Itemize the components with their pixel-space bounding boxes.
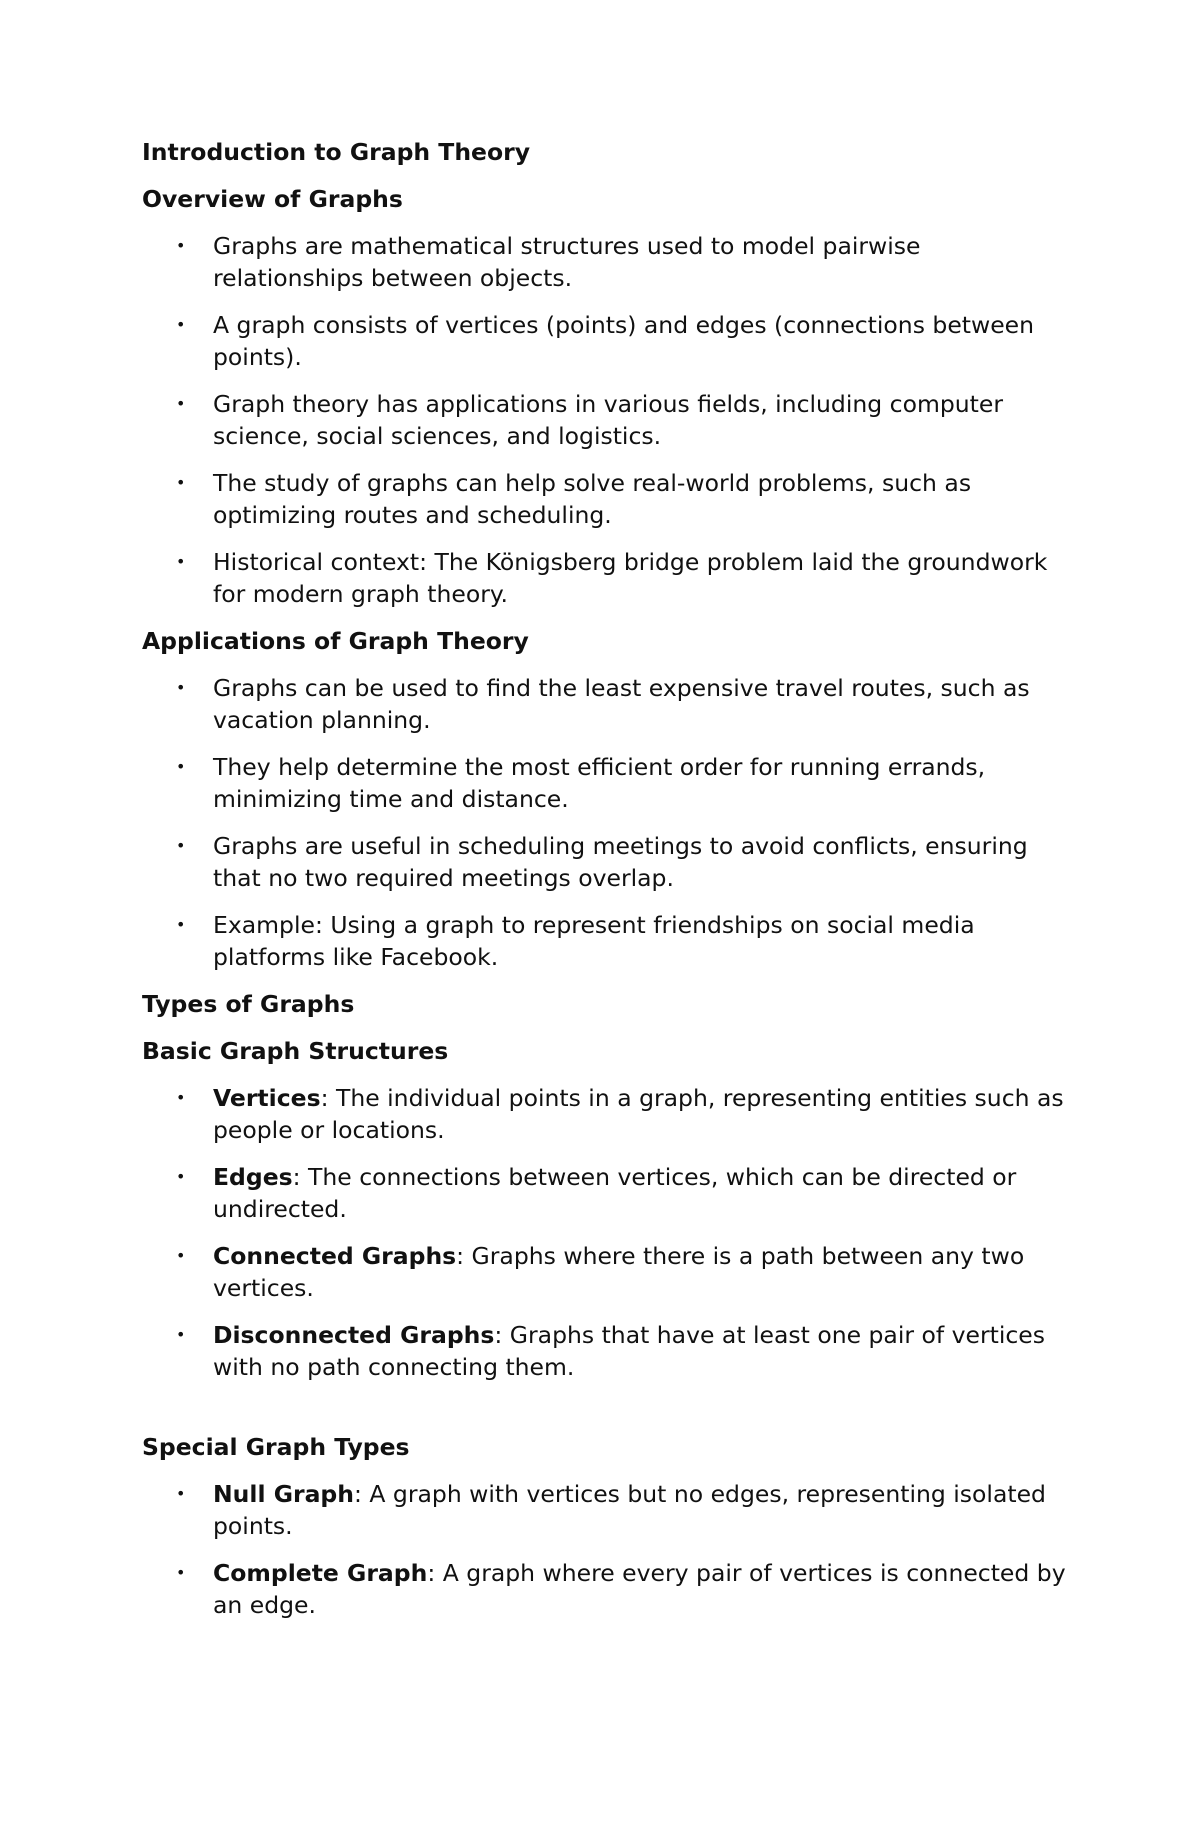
term-description: : Graphs that have at least one pair of vertices with no path connecting them. xyxy=(213,1321,1046,1381)
list-item-text: A graph consists of vertices (points) and edges (connections between points). xyxy=(213,311,1035,371)
bullet-icon: • xyxy=(176,394,186,413)
list-item xyxy=(142,909,1072,973)
bullet-icon: • xyxy=(176,836,186,855)
list-item xyxy=(142,1557,1072,1621)
list-item-text: The study of graphs can help solve real-world problems, such as optimizing routes and scheduling. xyxy=(213,469,972,529)
list-item xyxy=(142,1478,1072,1542)
bullet-icon: • xyxy=(176,1167,186,1186)
list-item-text: Graphs are useful in scheduling meetings to avoid conflicts, ensuring that no two required meetings overlap. xyxy=(213,832,1028,892)
list-item-text: Graphs can be used to find the least expensive travel routes, such as vacation planning. xyxy=(213,674,1030,734)
bullet-icon: • xyxy=(176,315,186,334)
basic-structures-list xyxy=(142,1082,1072,1383)
list-item xyxy=(142,1161,1072,1225)
list-item xyxy=(142,830,1072,894)
term-description: : A graph where every pair of vertices is connected by an edge. xyxy=(213,1559,1066,1619)
term-description: : A graph with vertices but no edges, representing isolated points. xyxy=(213,1480,1046,1540)
document-title: Introduction to Graph Theory xyxy=(142,138,531,166)
bullet-icon: • xyxy=(176,473,186,492)
bullet-icon: • xyxy=(176,678,186,697)
bullet-icon: • xyxy=(176,552,186,571)
bullet-icon: • xyxy=(176,1088,186,1107)
list-item xyxy=(142,309,1072,373)
bullet-icon: • xyxy=(176,1563,186,1582)
list-item-text: They help determine the most efficient order for running errands, minimizing time and distance. xyxy=(213,753,986,813)
term-description: : Graphs where there is a path between any two vertices. xyxy=(213,1242,1025,1302)
term-description: : The individual points in a graph, representing entities such as people or locations. xyxy=(213,1084,1064,1144)
list-item-text: Graph theory has applications in various fields, including computer science, social sciences, and logistics. xyxy=(213,390,1003,450)
term-label: Disconnected Graphs xyxy=(213,1321,495,1349)
section-heading-basic-structures: Basic Graph Structures xyxy=(142,1037,449,1065)
list-item-text: Historical context: The Königsberg bridge problem laid the groundwork for modern graph theory. xyxy=(213,548,1048,608)
bullet-icon: • xyxy=(176,1325,186,1344)
section-heading-overview: Overview of Graphs xyxy=(142,185,403,213)
list-item xyxy=(142,751,1072,815)
list-item xyxy=(142,672,1072,736)
bullet-icon: • xyxy=(176,915,186,934)
term-label: Vertices xyxy=(213,1084,321,1112)
term-label: Edges xyxy=(213,1163,293,1191)
bullet-icon: • xyxy=(176,757,186,776)
bullet-icon: • xyxy=(176,1246,186,1265)
special-types-list xyxy=(142,1478,1072,1621)
bullet-icon: • xyxy=(176,236,186,255)
term-label: Complete Graph xyxy=(213,1559,428,1587)
list-item-text: Graphs are mathematical structures used to model pairwise relationships between objects. xyxy=(213,232,921,292)
list-item xyxy=(142,1240,1072,1304)
term-label: Null Graph xyxy=(213,1480,354,1508)
list-item xyxy=(142,388,1072,452)
list-item-text: Example: Using a graph to represent friendships on social media platforms like Facebook. xyxy=(213,911,975,971)
bullet-icon: • xyxy=(176,1484,186,1503)
list-item xyxy=(142,1082,1072,1146)
list-item xyxy=(142,1319,1072,1383)
overview-list xyxy=(142,230,1072,610)
section-heading-types: Types of Graphs xyxy=(142,990,355,1018)
list-item xyxy=(142,546,1072,610)
section-heading-special-types: Special Graph Types xyxy=(142,1433,410,1461)
term-label: Connected Graphs xyxy=(213,1242,457,1270)
term-description: : The connections between vertices, which can be directed or undirected. xyxy=(213,1163,1017,1223)
list-item xyxy=(142,230,1072,294)
section-heading-applications: Applications of Graph Theory xyxy=(142,627,529,655)
list-item xyxy=(142,467,1072,531)
applications-list xyxy=(142,672,1072,973)
document-page xyxy=(142,136,1072,1636)
